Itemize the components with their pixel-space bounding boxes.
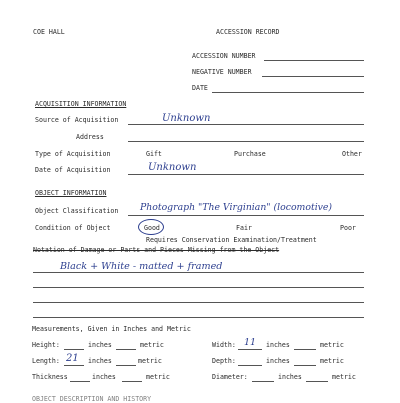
classification-line[interactable]	[128, 215, 364, 216]
height-label: Height:	[32, 341, 60, 349]
date-label: DATE	[192, 84, 208, 92]
condition-option-poor[interactable]: Poor	[340, 224, 356, 232]
source-value: Unknown	[162, 113, 211, 124]
thickness-metric-line[interactable]	[122, 381, 142, 382]
depth-metric-line[interactable]	[294, 365, 316, 366]
date-line[interactable]	[212, 92, 364, 93]
notation-line-1[interactable]	[33, 272, 364, 273]
depth-inches-unit: inches	[266, 357, 290, 365]
length-inches-line[interactable]	[64, 365, 84, 366]
accession-number-label: ACCESSION NUMBER	[192, 52, 256, 60]
diameter-metric-line[interactable]	[306, 381, 328, 382]
length-label: Length:	[32, 357, 60, 365]
type-label: Type of Acquisition	[35, 150, 111, 158]
notation-line-3[interactable]	[33, 302, 364, 303]
acq-date-value: Unknown	[148, 162, 197, 173]
width-label: Width:	[212, 341, 236, 349]
length-metric-unit: metric	[138, 357, 162, 365]
diameter-inches-unit: inches	[278, 373, 302, 381]
address-line[interactable]	[128, 141, 364, 142]
type-option-gift[interactable]: Gift	[146, 150, 162, 158]
width-value: 11	[244, 337, 257, 348]
width-metric-unit: metric	[320, 341, 344, 349]
depth-inches-line[interactable]	[238, 365, 262, 366]
condition-option-fair[interactable]: Fair	[236, 224, 252, 232]
thickness-inches-unit: inches	[92, 373, 116, 381]
notation-value: Black + White - matted + framed	[60, 261, 223, 272]
acquisition-section-title: ACQUISITION INFORMATION	[35, 100, 127, 108]
condition-option-good[interactable]: Good	[144, 224, 160, 232]
height-inches-line[interactable]	[64, 349, 84, 350]
good-selected-circle	[138, 219, 164, 235]
condition-label: Condition of Object	[35, 224, 111, 232]
width-inches-line[interactable]	[238, 349, 262, 350]
height-inches-unit: inches	[88, 341, 112, 349]
height-metric-line[interactable]	[116, 349, 136, 350]
notation-line-4[interactable]	[33, 317, 364, 318]
depth-label: Depth:	[212, 357, 236, 365]
acq-date-line[interactable]	[128, 174, 364, 175]
source-label: Source of Acquisition	[35, 116, 119, 124]
depth-metric-unit: metric	[320, 357, 344, 365]
thickness-label: Thickness	[32, 373, 68, 381]
object-description-heading: OBJECT DESCRIPTION AND HISTORY	[32, 395, 152, 403]
classification-value: Photograph "The Virginian" (locomotive)	[140, 202, 333, 213]
negative-number-label: NEGATIVE NUMBER	[192, 68, 252, 76]
width-metric-line[interactable]	[294, 349, 316, 350]
thickness-inches-line[interactable]	[70, 381, 90, 382]
length-inches-unit: inches	[88, 357, 112, 365]
type-option-other[interactable]: Other	[342, 150, 362, 158]
form-title: ACCESSION RECORD	[216, 28, 280, 36]
type-option-purchase[interactable]: Purchase	[234, 150, 266, 158]
diameter-metric-unit: metric	[332, 373, 356, 381]
accession-number-line[interactable]	[264, 60, 364, 61]
length-value: 21	[66, 353, 79, 364]
acq-date-label: Date of Acquisition	[35, 166, 111, 174]
measurements-title: Measurements, Given in Inches and Metric	[32, 325, 191, 333]
thickness-metric-unit: metric	[146, 373, 170, 381]
object-section-title: OBJECT INFORMATION	[35, 189, 107, 197]
classification-label: Object Classification	[35, 207, 119, 215]
diameter-inches-line[interactable]	[252, 381, 274, 382]
condition-note[interactable]: Requires Conservation Examination/Treatment	[146, 236, 317, 244]
negative-number-line[interactable]	[262, 76, 364, 77]
height-metric-unit: metric	[140, 341, 164, 349]
notation-label: Notation of Damage or Parts and Pieces Missing from the Object	[33, 246, 280, 254]
diameter-label: Diameter:	[212, 373, 248, 381]
notation-line-2[interactable]	[33, 287, 364, 288]
org-name: COE HALL	[33, 28, 65, 36]
length-metric-line[interactable]	[116, 365, 136, 366]
width-inches-unit: inches	[266, 341, 290, 349]
address-label: Address	[76, 133, 104, 141]
